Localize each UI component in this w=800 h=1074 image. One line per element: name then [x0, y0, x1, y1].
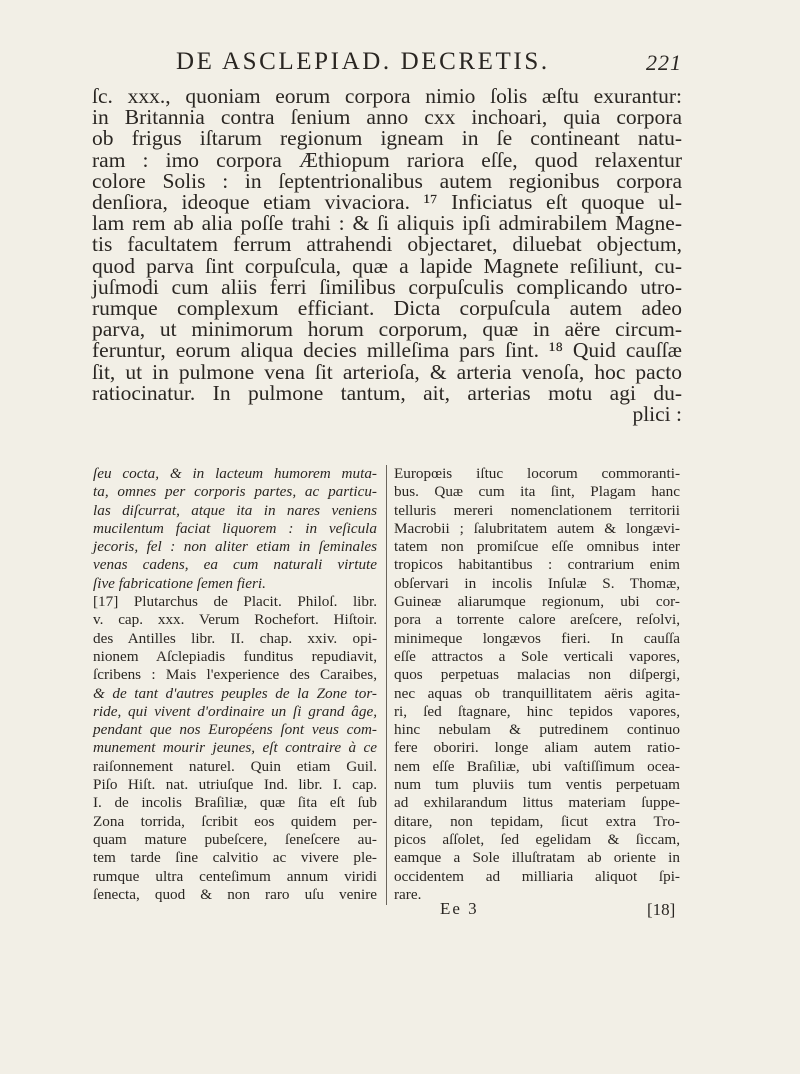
- note-line: munement mourir jeunes, eſt contraire à ce: [93, 739, 377, 757]
- note-line: minimeque longævos fieri. In cauſſa: [394, 629, 680, 647]
- note-line: nec aquas ob tranquillitatem aëris agita-: [394, 684, 680, 702]
- note-line: & de tant d'autres peuples de la Zone tor-: [93, 684, 377, 702]
- text-line: plici :: [632, 402, 682, 427]
- note-line: des Antilles libr. II. chap. xxiv. opi-: [93, 629, 377, 647]
- footnotes-left-column: [93, 465, 377, 904]
- note-line: ta, omnes per corporis partes, ac particu-: [93, 483, 377, 501]
- note-line: nionem Aſclepiadis funditus repudiavit,: [93, 647, 377, 665]
- note-line: Piſo Hiſt. nat. utriuſque Ind. libr. I. cap.: [93, 776, 377, 794]
- note-line: ſenecta, quod & non raro uſu venire: [93, 885, 377, 903]
- text-line: ſit, ut in pulmone vena ſit arterioſa, & arteria venoſa, hoc pacto: [92, 359, 682, 384]
- note-line: ad exhilarandum littus materiam ſuppe-: [394, 794, 680, 812]
- note-line: venas cadens, ea cum naturali virtute: [93, 556, 377, 574]
- note-line: bus. Quæ cum ita ſint, Plagam hanc: [394, 483, 680, 501]
- note-line: tatem non promiſcue eſſe omnibus inter: [394, 538, 680, 556]
- text-line: parva, ut minimorum horum corporum, quæ in aëre circum-: [92, 317, 682, 342]
- text-line: ob frigus iſtarum regionum igneam in ſe contineant natu-: [92, 126, 682, 151]
- note-line: tropicos habitantibus : contrarium enim: [394, 556, 680, 574]
- text-line: lam rem ab alia poſſe trahi : & ſi aliquis ipſi admirabilem Magne-: [92, 211, 682, 236]
- note-line: ride, qui vivent d'ordinaire un ſi grand âge,: [93, 702, 377, 720]
- note-line: ſeu cocta, & in lacteum humorem muta-: [93, 465, 377, 482]
- note-line: jecoris, fel : non aliter etiam in ſeminales: [93, 538, 377, 556]
- note-line: num tum pluviis tum ventis perpetuam: [394, 776, 680, 794]
- text-line: ram : imo corpora Æthiopum rariora eſſe, quod relaxentur: [92, 147, 682, 172]
- note-line: las diſcurrat, atque ita in nares veniens: [93, 501, 377, 519]
- note-line: ſcribens : Mais l'experience des Caraibes,: [93, 666, 377, 684]
- note-line: pendant que nos Européens ſont veus com-: [93, 721, 377, 739]
- note-line: quam mature pubeſcere, ſeneſcere au-: [93, 830, 377, 848]
- text-line: tis facultatem ferrum attrahendi objectaret, diluebat objectum,: [92, 232, 682, 257]
- note-line: obſervari in incolis Inſulæ S. Thomæ,: [394, 574, 680, 592]
- note-line: raiſonnement naturel. Quin etiam Guil.: [93, 757, 377, 775]
- running-title: DE ASCLEPIAD. DECRETIS.: [176, 48, 550, 75]
- note-line: Guineæ aliarumque regionum, ubi cor-: [394, 593, 680, 611]
- column-divider: [386, 465, 387, 905]
- note-line: pora a torrente calore areſcere, reſolvi,: [394, 611, 680, 629]
- note-line: ditare, non tepidam, ſicut extra Tro-: [394, 812, 680, 830]
- catchword: [18]: [647, 900, 676, 919]
- note-line: rumque ultra centeſimum annum viridi: [93, 867, 377, 885]
- note-line: v. cap. xxx. Verum Rochefort. Hiſtoir.: [93, 611, 377, 629]
- main-text: [92, 86, 682, 425]
- text-line: juſmodi cum aliis ferri ſimilibus corpuſculis complicando utro-: [92, 274, 682, 299]
- note-line: picos aſſolet, ſed egelidam & ſiccam,: [394, 830, 680, 848]
- text-line: quod parva ſint corpuſcula, quæ a lapide Magnete reſiliunt, cu-: [92, 253, 682, 278]
- note-line: eamque a Sole illuſtratam ab oriente in: [394, 849, 680, 867]
- note-line: rare.: [394, 885, 422, 903]
- page-header: [170, 48, 690, 88]
- note-line: ſive fabricatione ſemen fieri.: [93, 574, 266, 592]
- note-line: ri, ſed ſtagnare, hinc tepidos vapores,: [394, 702, 680, 720]
- note-line: quos perpetuas malacias non diſpergi,: [394, 666, 680, 684]
- note-line: fere oboriri. longe aliam autem ratio-: [394, 739, 680, 757]
- note-line: nem eſſe Braſiliæ, ubi vaſtiſſimum ocea-: [394, 757, 680, 775]
- text-line: denſiora, ideoque etiam vivaciora. ¹⁷ Inficiatus eſt quoque ul-: [92, 190, 682, 215]
- note-line: Zona torrida, ſcribit eos quidem per-: [93, 812, 377, 830]
- text-line: feruntur, eorum aliqua decies milleſima pars ſint. ¹⁸ Quid cauſſæ: [92, 338, 682, 363]
- note-line: I. de incolis Braſiliæ, quæ ſita eſt ſub: [93, 794, 377, 812]
- text-line: ſc. xxx., quoniam eorum corpora nimio ſolis æſtu exurantur:: [92, 84, 682, 108]
- note-line: Macrobii ; ſalubritatem autem & longævi-: [394, 519, 680, 537]
- note-line: hinc nebulam & putredinem continuo: [394, 721, 680, 739]
- note-line: telluris mereri nomenclationem territorii: [394, 501, 680, 519]
- text-line: rumque complexum efficiant. Dicta corpuſcula autem adeo: [92, 296, 682, 321]
- note-line: Europœis iſtuc locorum commoranti-: [394, 465, 680, 482]
- note-line: eſſe attractos a Sole verticali vapores,: [394, 647, 680, 665]
- text-line: in Britannia contra ſenium anno cxx inchoari, quia corpora: [92, 105, 682, 130]
- signature-mark: Ee 3: [440, 899, 479, 918]
- footnotes-right-column: [394, 465, 680, 904]
- text-line: ratiocinatur. In pulmone tantum, ait, arterias motu agi du-: [92, 380, 682, 405]
- text-line: colore Solis : in ſeptentrionalibus autem regionibus corpora: [92, 168, 682, 193]
- note-line: [17] Plutarchus de Placit. Philoſ. libr.: [93, 593, 377, 611]
- note-line: tem tarde ſine calvitio ac vivere ple-: [93, 849, 377, 867]
- note-line: mucilentum faciat liquorem : in veſicula: [93, 519, 377, 537]
- note-line: occidentem ad milliaria aliquot ſpi-: [394, 867, 680, 885]
- page-number: 221: [646, 50, 682, 75]
